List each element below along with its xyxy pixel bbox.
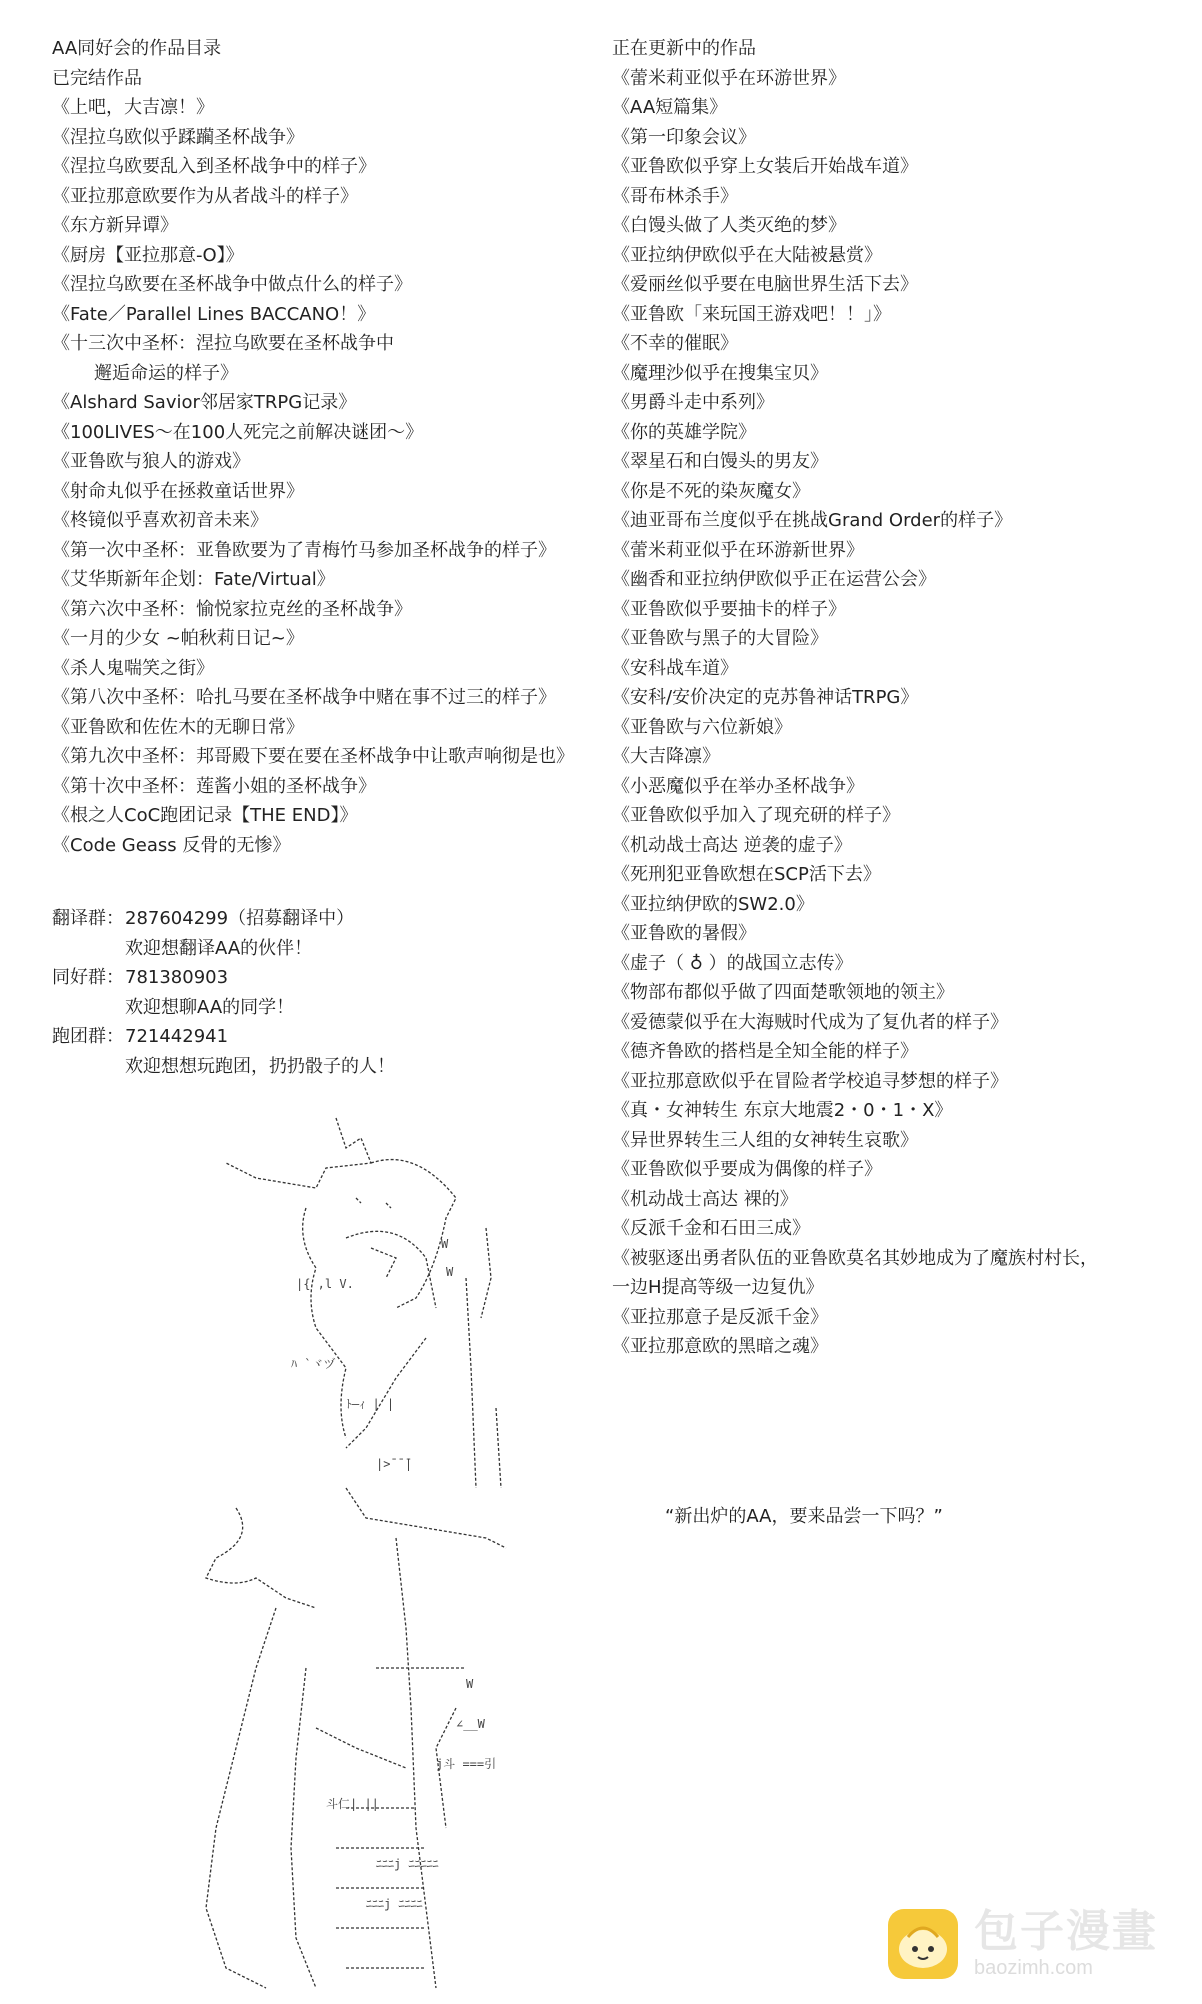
svg-text:W: W (441, 1237, 449, 1251)
svg-text:ﾄ―ｨ | |: ﾄ―ｨ | | (346, 1397, 395, 1411)
ongoing-work-item: 《亚鲁欧似乎要抽卡的样子》 (612, 598, 846, 620)
ongoing-works-list (612, 64, 1192, 1362)
completed-work-item: 《第八次中圣杯：哈扎马要在圣杯战争中赌在事不过三的样子》 (52, 687, 556, 708)
completed-work-item: 《亚拉那意欧要作为从者战斗的样子》 (52, 185, 358, 207)
ongoing-work-item: 《爱丽丝似乎要在电脑世界生活下去》 (612, 274, 918, 295)
contact-group-description: 欢迎想想玩跑团，扔扔骰子的人！ (125, 1055, 395, 1077)
completed-work-item: 《杀人鬼喘笑之街》 (52, 657, 214, 679)
watermark-url: baozimh.com (974, 1957, 1093, 1979)
ongoing-work-item: 《亚鲁欧与黑子的大冒险》 (612, 628, 828, 649)
completed-work-item: 《第十次中圣杯：莲酱小姐的圣杯战争》 (52, 775, 376, 797)
completed-work-item: 《100LIVES～在100人死完之前解决谜团～》 (52, 421, 424, 443)
ongoing-work-item: 《亚鲁欧似乎要成为偶像的样子》 (612, 1159, 882, 1180)
completed-work-item: 《涅拉乌欧要乱入到圣杯战争中的样子》 (52, 156, 376, 177)
completed-work-item: 《第九次中圣杯：邦哥殿下要在要在圣杯战争中让歌声响彻是也》 (52, 746, 574, 767)
completed-works-list (52, 93, 612, 860)
ongoing-work-item: 《迪亚哥布兰度似乎在挑战Grand Order的样子》 (612, 510, 1013, 531)
completed-work-item: 《第六次中圣杯：愉悦家拉克丝的圣杯战争》 (52, 598, 412, 620)
contact-group-label: 跑团群： (52, 1026, 124, 1047)
ongoing-work-item: 《异世界转生三人组的女神转生哀歌》 (612, 1129, 918, 1151)
contact-group-description: 欢迎想翻译AA的伙伴！ (125, 937, 313, 959)
ongoing-work-item: 《亚鲁欧似乎加入了现充研的样子》 (612, 805, 900, 826)
ongoing-work-item: 《小恶魔似乎在举办圣杯战争》 (612, 775, 864, 797)
contact-group-label: 同好群： (52, 967, 124, 988)
completed-work-item: 《十三次中圣杯：涅拉乌欧要在圣杯战争中 (52, 333, 394, 354)
ongoing-work-item: 《哥布林杀手》 (612, 185, 738, 207)
completed-work-item: 《根之人CoC跑团记录【THE END】》 (52, 805, 358, 826)
ongoing-work-item: 《亚鲁欧与六位新娘》 (612, 716, 792, 738)
contact-row (52, 904, 612, 934)
svg-text:|>̄ ̄ ̄|: |>̄ ̄ ̄| (376, 1457, 413, 1471)
svg-text:ﾆﾆﾆj ﾆﾆﾆﾆﾆ: ﾆﾆﾆj ﾆﾆﾆﾆﾆ (376, 1857, 439, 1871)
ongoing-work-item: 《男爵斗走中系列》 (612, 392, 774, 413)
ongoing-work-item: 《亚拉那意欧的黑暗之魂》 (612, 1336, 828, 1357)
completed-work-item: 《亚鲁欧与狼人的游戏》 (52, 451, 250, 472)
contact-group-number: 287604299（招募翻译中） (125, 908, 355, 929)
contact-group-label: 翻译群： (52, 908, 124, 929)
spacer (52, 860, 612, 904)
completed-work-item: 《柊镜似乎喜欢初音未来》 (52, 510, 268, 531)
contact-row (52, 1022, 612, 1052)
ongoing-work-item: 《亚鲁欧「来玩国王游戏吧！！」》 (612, 303, 891, 325)
ongoing-work-item: 《你是不死的染灰魔女》 (612, 480, 810, 502)
completed-work-item: 《上吧，大吉凛！》 (52, 97, 214, 118)
ongoing-work-item: 《翠星石和白馒头的男友》 (612, 451, 828, 472)
contact-group-number: 721442941 (125, 1026, 229, 1047)
ongoing-works-column (612, 34, 1192, 1362)
svg-text:W: W (466, 1677, 474, 1691)
ongoing-work-item: 《亚拉那意欧似乎在冒险者学校追寻梦想的样子》 (612, 1070, 1008, 1092)
completed-label: 已完结作品 (52, 67, 142, 89)
group-contacts (52, 904, 612, 1081)
ongoing-work-item: 《真・女神转生 东京大地震2・0・1・X》 (612, 1100, 953, 1121)
bun-mascot-icon (886, 1907, 960, 1981)
completed-work-item: 《射命丸似乎在拯救童话世界》 (52, 480, 304, 502)
ongoing-work-item: 《大吉降凛》 (612, 746, 720, 767)
ongoing-work-item: 《安科战车道》 (612, 657, 738, 679)
svg-text:ﾊ `ヾヅ: ﾊ `ヾヅ (291, 1357, 336, 1371)
ongoing-header: 正在更新中的作品 (612, 38, 756, 59)
ongoing-work-item: 《蕾米莉亚似乎在环游新世界》 (612, 539, 864, 561)
completed-work-item: 《亚鲁欧和佐佐木的无聊日常》 (52, 716, 304, 738)
contact-row (52, 963, 612, 993)
ongoing-work-item: 《亚鲁欧似乎穿上女装后开始战车道》 (612, 156, 918, 177)
completed-work-item: 《Code Geass 反骨的无惨》 (52, 834, 291, 856)
completed-work-item: 《涅拉乌欧似乎蹂躏圣杯战争》 (52, 126, 304, 148)
quote-speech: “新出炉的AA，要来品尝一下吗？” (665, 1506, 943, 1527)
ongoing-work-item: 《机动战士高达 逆袭的虚子》 (612, 834, 852, 856)
watermark (886, 1896, 1186, 1992)
ascii-art-drawing (196, 1108, 616, 2000)
ongoing-work-item: 《AA短篇集》 (612, 97, 728, 118)
ongoing-work-item: 《死刑犯亚鲁欧想在SCP活下去》 (612, 864, 881, 885)
ongoing-work-item: 《被驱逐出勇者队伍的亚鲁欧莫名其妙地成为了魔族村村长， (612, 1247, 1098, 1269)
ongoing-work-item: 《魔理沙似乎在搜集宝贝》 (612, 362, 828, 384)
ongoing-work-item: 《白馒头做了人类灭绝的梦》 (612, 215, 846, 236)
svg-text:W: W (446, 1265, 454, 1279)
svg-text:|{ ,l V.: |{ ,l V. (296, 1277, 354, 1291)
svg-text:j斗 ===引: j斗 ===引 (436, 1757, 497, 1771)
ongoing-work-item: 《你的英雄学院》 (612, 421, 756, 443)
svg-text:∠__W: ∠__W (456, 1717, 485, 1731)
ongoing-work-item: 《亚拉纳伊欧似乎在大陆被悬赏》 (612, 244, 882, 266)
watermark-title: 包子漫畫 (974, 1906, 1158, 1957)
completed-work-item: 《一月的少女 ~帕秋莉日记~》 (52, 628, 304, 649)
completed-work-item: 《涅拉乌欧要在圣杯战争中做点什么的样子》 (52, 274, 412, 295)
completed-work-item: 《Alshard Savior邻居家TRPG记录》 (52, 392, 357, 413)
ongoing-work-item: 《机动战士高达 裸的》 (612, 1188, 798, 1210)
completed-work-item: 《艾华斯新年企划：Fate/Virtual》 (52, 569, 335, 590)
completed-work-item: 《第一次中圣杯：亚鲁欧要为了青梅竹马参加圣杯战争的样子》 (52, 539, 556, 561)
ongoing-work-item: 《亚拉那意子是反派千金》 (612, 1306, 828, 1328)
completed-work-item: 《东方新异谭》 (52, 215, 178, 236)
ongoing-work-item: 《虚子（ ♁ ）的战国立志传》 (612, 952, 853, 974)
completed-works-column (52, 34, 612, 1081)
catalog-header: AA同好会的作品目录 (52, 38, 222, 59)
svg-text:ﾆﾆﾆj ﾆﾆﾆﾆ: ﾆﾆﾆj ﾆﾆﾆﾆ (366, 1897, 423, 1911)
ongoing-work-item: 《亚拉纳伊欧的SW2.0》 (612, 893, 814, 915)
ascii-art-character-illustration (196, 1108, 616, 2000)
contact-group-description: 欢迎想聊AA的同学！ (125, 996, 295, 1018)
ongoing-work-item: 一边H提高等级一边复仇》 (612, 1277, 824, 1298)
svg-text:斗仁| ||: 斗仁| || (326, 1797, 379, 1811)
completed-work-item: 《Fate／Parallel Lines BACCANO！》 (52, 303, 376, 325)
completed-work-item: 邂逅命运的样子》 (94, 362, 238, 384)
ongoing-work-item: 《德齐鲁欧的搭档是全知全能的样子》 (612, 1041, 918, 1062)
ongoing-work-item: 《不幸的催眠》 (612, 333, 738, 354)
ongoing-work-item: 《蕾米莉亚似乎在环游世界》 (612, 67, 846, 89)
contact-group-number: 781380903 (125, 967, 229, 988)
ongoing-work-item: 《安科/安价决定的克苏鲁神话TRPG》 (612, 687, 919, 708)
ongoing-work-item: 《反派千金和石田三成》 (612, 1218, 810, 1239)
ongoing-work-item: 《幽香和亚拉纳伊欧似乎正在运营公会》 (612, 569, 936, 590)
ongoing-work-item: 《物部布都似乎做了四面楚歌领地的领主》 (612, 982, 954, 1003)
ongoing-work-item: 《亚鲁欧的暑假》 (612, 923, 756, 944)
ongoing-work-item: 《第一印象会议》 (612, 126, 756, 148)
completed-work-item: 《厨房【亚拉那意-O】》 (52, 244, 244, 266)
ongoing-work-item: 《爱德蒙似乎在大海贼时代成为了复仇者的样子》 (612, 1011, 1008, 1033)
